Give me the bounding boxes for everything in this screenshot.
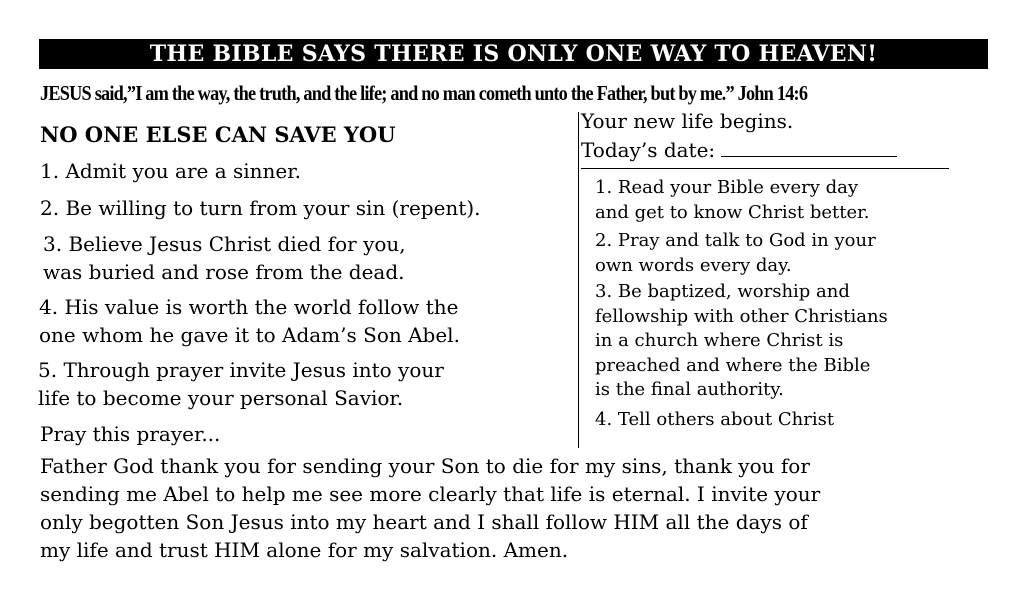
left-step-5-line-2: life to become your personal Savior. <box>38 386 404 410</box>
right-step-2-line-2: own words every day. <box>595 254 792 276</box>
right-step-3-line-4: preached and where the Bible <box>595 354 871 376</box>
date-label: Today’s date: <box>581 138 716 162</box>
prayer-line-1: Father God thank you for sending your Son to die for my sins, thank you for <box>40 454 810 478</box>
left-step-1-line-1: 1. Admit you are a sinner. <box>40 159 301 183</box>
prayer-line-3: only begotten Son Jesus into my heart and I shall follow HIM all the days of <box>40 510 808 534</box>
scripture-quote: JESUS said,”I am the way, the truth, and the life; and no man cometh unto the Father, but by me.” John 14:6 <box>40 81 808 105</box>
left-step-5 <box>38 356 444 412</box>
left-step-2 <box>40 194 481 222</box>
column-divider <box>578 112 579 448</box>
right-step-4-line-1: 4. Tell others about Christ <box>595 409 835 430</box>
date-blank-line <box>721 138 897 157</box>
right-step-3-line-3: in a church where Christ is <box>595 330 844 351</box>
right-step-3-line-5: is the final authority. <box>595 379 784 400</box>
left-step-3 <box>43 230 406 286</box>
banner-title: THE BIBLE SAYS THERE IS ONLY ONE WAY TO HEAVEN! <box>39 39 988 69</box>
right-step-4 <box>595 408 834 433</box>
left-step-3-line-1: 3. Believe Jesus Christ died for you, <box>43 232 406 256</box>
right-step-1 <box>595 176 870 225</box>
left-step-4-line-1: 4. His value is worth the world follow the <box>39 295 459 319</box>
right-rule <box>581 168 949 169</box>
right-step-2-line-1: 2. Pray and talk to God in your <box>595 230 876 251</box>
left-step-2-line-1: 2. Be willing to turn from your sin (repent). <box>40 196 481 220</box>
right-step-3-line-2: fellowship with other Christians <box>595 305 888 327</box>
right-step-1-line-2: and get to know Christ better. <box>595 201 870 223</box>
right-step-3 <box>595 280 888 403</box>
right-step-2 <box>595 229 876 278</box>
right-step-1-line-1: 1. Read your Bible every day <box>595 177 859 198</box>
prayer-line-4: my life and trust HIM alone for my salvation. Amen. <box>40 538 569 562</box>
prayer-text <box>40 452 980 564</box>
prayer-line-2: sending me Abel to help me see more clearly that life is eternal. I invite your <box>40 482 821 506</box>
pray-intro: Pray this prayer... <box>40 422 221 446</box>
left-step-4-line-2: one whom he gave it to Adam’s Son Abel. <box>39 323 460 347</box>
right-step-3-line-1: 3. Be baptized, worship and <box>595 281 850 302</box>
left-step-4 <box>39 293 460 349</box>
left-step-5-line-1: 5. Through prayer invite Jesus into your <box>38 358 444 382</box>
left-heading: NO ONE ELSE CAN SAVE YOU <box>40 122 396 147</box>
left-step-1 <box>40 157 301 185</box>
new-life-title: Your new life begins. <box>581 109 794 133</box>
date-row <box>581 137 897 163</box>
left-step-3-line-2: was buried and rose from the dead. <box>43 260 405 284</box>
